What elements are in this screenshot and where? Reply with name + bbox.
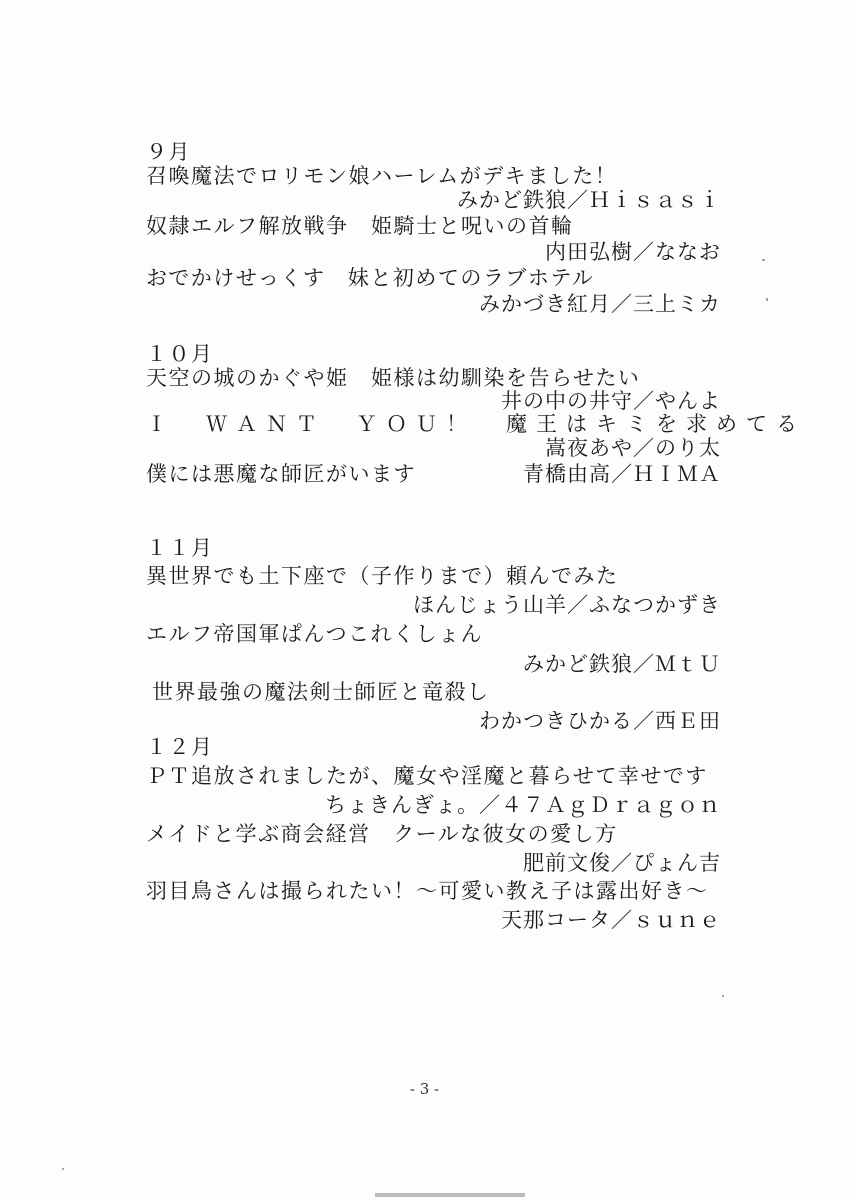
book-authors: 井の中の井守／やんよ bbox=[501, 389, 721, 413]
scan-speck bbox=[62, 1168, 64, 1170]
scan-speck bbox=[766, 298, 768, 301]
book-title: 世界最強の魔法剣士師匠と竜殺し bbox=[152, 680, 490, 704]
page-number: - 3 - bbox=[409, 1080, 440, 1098]
book-authors: みかど鉄狼／ＭｔＵ bbox=[523, 652, 721, 676]
book-title: 異世界でも土下座で（子作りまで）頼んでみた bbox=[146, 564, 619, 588]
book-title: 奴隷エルフ解放戦争 姫騎士と呪いの首輪 bbox=[146, 214, 574, 238]
scan-speck bbox=[762, 259, 765, 261]
book-title: 僕には悪魔な師匠がいます bbox=[146, 462, 416, 486]
book-authors: みかづき紅月／三上ミカ bbox=[479, 292, 721, 316]
book-title: 羽目鳥さんは撮られたい！～可愛い教え子は露出好き～ bbox=[146, 879, 709, 903]
month-heading-september: ９月 bbox=[146, 140, 191, 164]
book-title: ＰＴ追放されましたが、魔女や淫魔と暮らせて幸せです bbox=[146, 764, 708, 788]
book-authors: ほんじょう山羊／ふなつかずき bbox=[413, 593, 721, 617]
month-heading-october: １０月 bbox=[146, 342, 214, 366]
scan-edge-mark bbox=[375, 1193, 525, 1197]
book-authors: みかど鉄狼／Ｈｉｓａｓｉ bbox=[457, 188, 721, 212]
month-heading-december: １２月 bbox=[146, 735, 214, 759]
book-title: Ｉ ＷＡＮＴ ＹＯＵ！ 魔王はキミを求めてる bbox=[146, 412, 806, 436]
book-authors: 肥前文俊／ぴょん吉 bbox=[523, 851, 721, 875]
book-title: おでかけせっくす 妹と初めてのラブホテル bbox=[146, 266, 595, 290]
book-authors: 嵩夜あや／のり太 bbox=[545, 436, 721, 460]
book-authors: 青橋由高／ＨＩＭＡ bbox=[523, 462, 721, 486]
scan-speck bbox=[722, 995, 724, 997]
book-title: メイドと学ぶ商会経営 クールな彼女の愛し方 bbox=[146, 822, 618, 846]
book-authors: 天那コータ／ｓｕｎｅ bbox=[501, 908, 721, 932]
book-title: 召喚魔法でロリモン娘ハーレムがデキました！ bbox=[146, 164, 618, 188]
book-title: 天空の城のかぐや姫 姫様は幼馴染を告らせたい bbox=[146, 366, 641, 390]
book-authors: 内田弘樹／ななお bbox=[545, 240, 721, 264]
book-authors: ちょきんぎょ。／４７ＡｇＤｒａｇｏｎ bbox=[325, 793, 721, 817]
book-authors: わかつきひかる／西Ｅ田 bbox=[479, 709, 721, 733]
month-heading-november: １１月 bbox=[146, 536, 214, 560]
book-title: エルフ帝国軍ぱんつこれくしょん bbox=[146, 622, 484, 646]
